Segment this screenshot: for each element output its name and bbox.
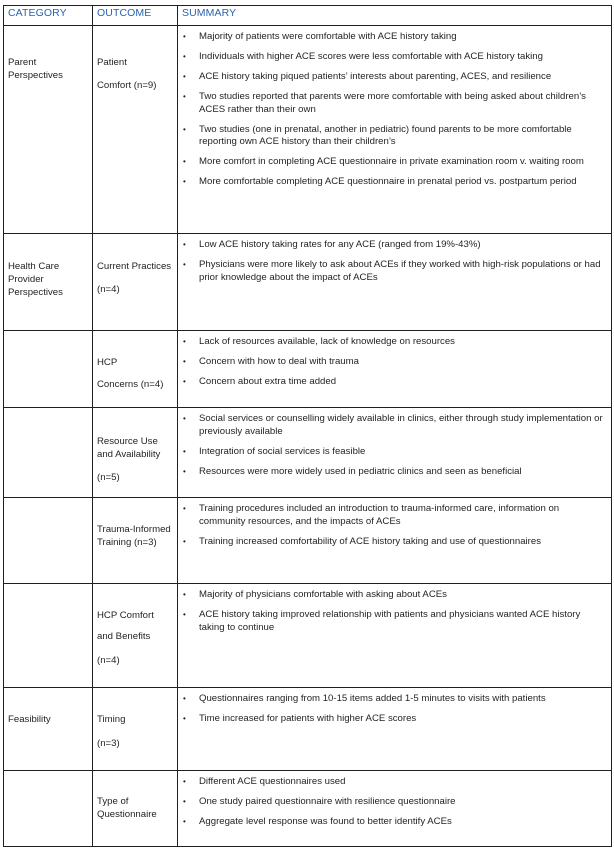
list-item: • Different ACE questionnaires used [183,776,346,787]
outcome-label: HCP [97,357,118,368]
bullet-icon: • [183,157,186,166]
table-row [4,498,612,584]
outcome-cell [93,26,178,234]
bullet-icon: • [183,32,186,41]
summary-cell [178,408,612,498]
outcome-label: and Benefits [97,631,151,642]
table-row [4,688,612,771]
outcome-label: (n=5) [97,472,120,483]
list-item: • Lack of resources available, lack of knowledge on resources [183,336,455,347]
outcome-cell [93,331,178,408]
list-item: • More comfort in completing ACE questionnaire in private examination room v. waiting room [183,156,584,167]
outcome-label: (n=3) [97,738,120,749]
table-row [4,408,612,498]
bullet-icon: • [183,177,186,186]
bullet-icon: • [183,694,186,703]
outcome-label: Patient [97,57,127,68]
list-item: • Training procedures included an introduction to trauma-informed care, information on community resources, and the impacts of ACEs [183,503,560,527]
list-item: • Majority of patients were comfortable with ACE history taking [183,31,457,42]
bullet-icon: • [183,52,186,61]
list-item: • Individuals with higher ACE scores were less comfortable with ACE history taking [183,51,543,62]
outcome-label: Concerns (n=4) [97,379,164,390]
bullet-icon: • [183,536,186,546]
list-item: • Low ACE history taking rates for any ACE (ranged from 19%-43%) [183,239,481,250]
bullet-icon: • [183,446,186,456]
list-item: • Concern about extra time added [183,376,337,387]
bullet-icon: • [183,72,186,81]
bullet-icon: • [183,466,186,476]
summary-cell [178,26,612,234]
list-item: • Questionnaires ranging from 10-15 items added 1-5 minutes to visits with patients [183,693,546,704]
list-item: • Time increased for patients with higher ACE scores [183,713,417,724]
header-row [4,6,612,26]
list-item: • Aggregate level response was found to better identify ACEs [183,816,452,827]
list-item: • One study paired questionnaire with resilience questionnaire [183,796,456,807]
outcome-label: Resource Use and Availability [97,436,161,460]
category-cell [4,498,93,584]
outcome-label: Current Practices [97,261,172,272]
bullet-icon: • [183,714,186,723]
outcome-cell [93,498,178,584]
outcome-cell [93,688,178,771]
table-row [4,234,612,331]
category-cell [4,408,93,498]
bullet-icon: • [183,92,186,101]
outcome-label: (n=4) [97,284,120,295]
list-item: • Resources were more widely used in pediatric clinics and seen as beneficial [183,465,522,477]
table-row [4,26,612,234]
list-item: • Two studies (one in prenatal, another in pediatric) found parents to be more comfortable reporting own ACE history than their children’s [183,123,572,147]
bullet-icon: • [183,817,186,826]
category-cell [4,234,93,331]
list-item: • Social services or counselling widely available in clinics, either through study implementation or previously available [183,413,603,437]
outcome-label: HCP Comfort [97,610,154,621]
summary-cell [178,584,612,688]
outcome-label: Type of Questionnaire [97,796,157,820]
list-item: • Two studies reported that parents were more comfortable with being asked about children’s ACES rather than their own [183,91,586,115]
category-label: Feasibility [8,714,51,725]
category-cell [4,584,93,688]
category-cell [4,26,93,234]
outcome-cell [93,234,178,331]
summary-cell [178,771,612,847]
list-item: • ACE history taking piqued patients’ interests about parenting, ACES, and resilience [183,71,552,82]
bullet-icon: • [183,124,186,134]
table-row [4,771,612,847]
list-item: • More comfortable completing ACE questionnaire in prenatal period vs. postpartum period [183,176,577,187]
header-outcome: OUTCOME [93,6,178,26]
header-category: CATEGORY [4,6,93,26]
list-item: • Physicians were more likely to ask about ACEs if they worked with high-risk populations or had prior knowledge about the impact of ACEs [183,259,601,283]
summary-table [3,5,612,847]
bullet-icon: • [183,377,186,386]
outcome-label: Comfort (n=9) [97,80,157,91]
bullet-icon: • [183,260,186,269]
category-cell [4,331,93,408]
summary-cell [178,498,612,584]
bullet-icon: • [183,777,186,786]
outcome-cell [93,584,178,688]
list-item: • Majority of physicians comfortable with asking about ACEs [183,589,447,600]
category-label: Health Care Provider Perspectives [8,261,63,298]
summary-cell [178,331,612,408]
outcome-label: Timing [97,714,126,725]
summary-cell [178,688,612,771]
bullet-icon: • [183,797,186,806]
list-item: • Integration of social services is feasible [183,445,366,457]
header-summary: SUMMARY [178,6,612,26]
bullet-icon: • [183,240,186,249]
bullet-icon: • [183,590,186,599]
summary-cell [178,234,612,331]
outcome-label: Trauma-Informed Training (n=3) [97,524,171,548]
bullet-icon: • [183,414,186,423]
list-item: • Concern with how to deal with trauma [183,356,359,367]
bullet-icon: • [183,337,186,346]
list-item: • Training increased comfortability of ACE history taking and use of questionnaires [183,535,542,547]
outcome-cell [93,771,178,847]
outcome-label: (n=4) [97,655,120,666]
bullet-icon: • [183,610,186,619]
table-row [4,584,612,688]
list-item: • ACE history taking improved relationship with patients and physicians wanted ACE history taking to continue [183,609,581,633]
category-label: Parent Perspectives [8,57,63,81]
bullet-icon: • [183,504,186,513]
outcome-cell [93,408,178,498]
category-cell [4,688,93,771]
category-cell [4,771,93,847]
bullet-icon: • [183,357,186,366]
table-row [4,331,612,408]
